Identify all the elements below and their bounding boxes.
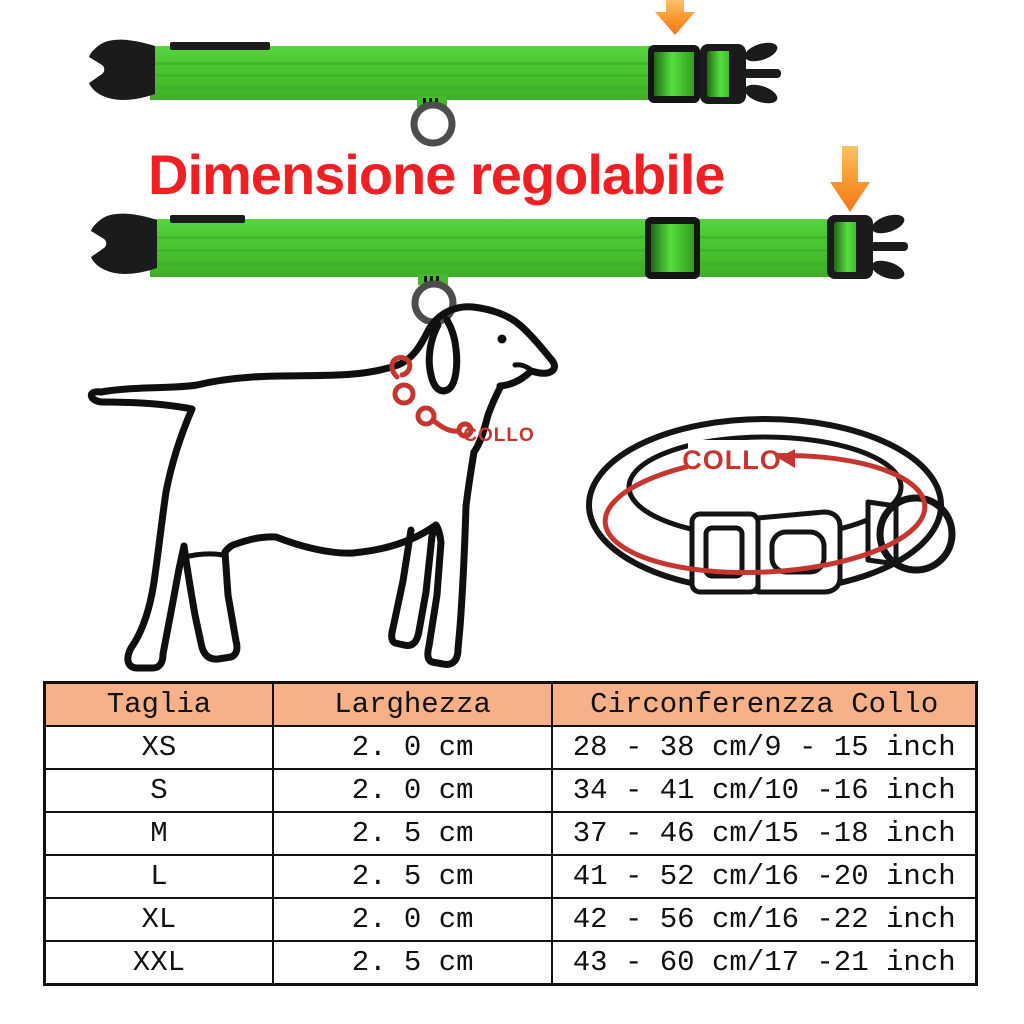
collar-photo-short: [85, 36, 785, 148]
table-cell: 2. 5 cm: [273, 855, 553, 898]
size-table: [43, 681, 978, 986]
table-cell: XXL: [45, 941, 273, 985]
table-row: [45, 769, 977, 812]
buckle-male: [827, 211, 908, 283]
table-cell: S: [45, 769, 273, 812]
table-row: [45, 726, 977, 769]
buckle-male: [700, 39, 781, 107]
table-cell: 43 - 60 cm/17 -21 inch: [552, 941, 976, 985]
dog-neck-label: COLLO: [463, 425, 535, 446]
col-header-circumference: Circonferenzza Collo: [552, 683, 976, 727]
table-cell: 2. 0 cm: [273, 726, 553, 769]
collar-circumference-label: COLLO: [682, 445, 782, 475]
buckle-sketch: [692, 512, 840, 592]
table-cell: 34 - 41 cm/10 -16 inch: [552, 769, 976, 812]
dog-illustration: [80, 298, 580, 683]
table-row: [45, 898, 977, 941]
table-row: [45, 855, 977, 898]
d-ring: [414, 96, 452, 143]
strap-slider: [648, 45, 700, 103]
buckle-female: [91, 214, 157, 274]
table-row: [45, 941, 977, 985]
col-header-width: Larghezza: [273, 683, 553, 727]
dog-eye: [498, 335, 507, 344]
arrow-down-icon: [651, 0, 699, 36]
table-cell: 2. 0 cm: [273, 769, 553, 812]
collar-strap: [150, 46, 652, 100]
strap-slider: [645, 217, 700, 279]
table-cell: 28 - 38 cm/9 - 15 inch: [552, 726, 976, 769]
table-cell: XS: [45, 726, 273, 769]
table-cell: 2. 5 cm: [273, 812, 553, 855]
page-title: Dimensione regolabile: [148, 143, 725, 206]
collar-strap: [150, 219, 830, 277]
buckle-female: [89, 40, 155, 100]
table-cell: 2. 5 cm: [273, 941, 553, 985]
size-table-body: [45, 726, 977, 985]
table-cell: 42 - 56 cm/16 -22 inch: [552, 898, 976, 941]
table-cell: 2. 0 cm: [273, 898, 553, 941]
arrow-down-icon: [828, 146, 872, 214]
table-cell: XL: [45, 898, 273, 941]
table-cell: 41 - 52 cm/16 -20 inch: [552, 855, 976, 898]
table-cell: M: [45, 812, 273, 855]
strap-keeper-bar: [170, 42, 270, 50]
col-header-size: Taglia: [45, 683, 273, 727]
table-header-row: [45, 683, 977, 727]
table-cell: 37 - 46 cm/15 -18 inch: [552, 812, 976, 855]
table-row: [45, 812, 977, 855]
table-cell: L: [45, 855, 273, 898]
strap-keeper-bar: [170, 215, 245, 223]
collar-illustration: [572, 402, 974, 612]
